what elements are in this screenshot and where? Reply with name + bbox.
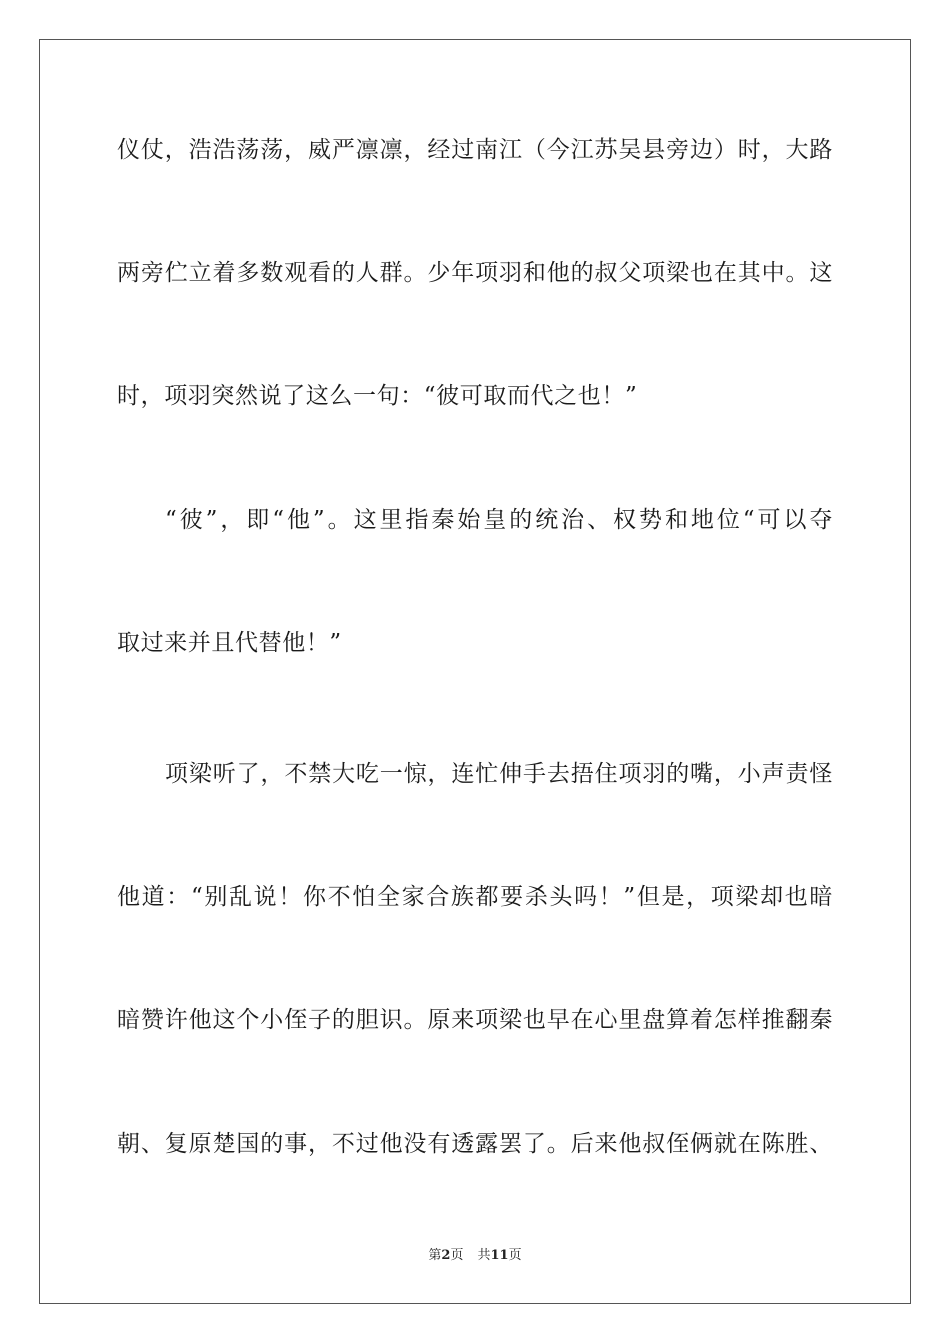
- text-line: 项梁听了，不禁大吃一惊，连忙伸手去捂住项羽的嘴，小声责怪: [165, 761, 833, 787]
- text-line: 两旁伫立着多数观看的人群。少年项羽和他的叔父项梁也在其中。这: [117, 260, 833, 286]
- text-line: 时，项羽突然说了这么一句：“彼可取而代之也！”: [117, 383, 638, 409]
- page-number: 2: [441, 1248, 451, 1263]
- page-suffix: 页: [450, 1248, 464, 1263]
- text-line: “彼”，即“他”。这里指秦始皇的统治、权势和地位“可以夺: [165, 507, 833, 533]
- page-prefix: 第: [428, 1248, 442, 1263]
- text-line: 朝、复原楚国的事，不过他没有透露罢了。后来他叔侄俩就在陈胜、: [117, 1131, 833, 1157]
- total-suffix: 页: [508, 1248, 522, 1263]
- text-line: 取过来并且代替他！”: [117, 630, 342, 656]
- total-prefix: 共: [477, 1248, 491, 1263]
- page-border: [39, 39, 911, 1304]
- text-line: 暗赞许他这个小侄子的胆识。原来项梁也早在心里盘算着怎样推翻秦: [117, 1007, 833, 1033]
- total-pages: 11: [490, 1248, 509, 1263]
- page-footer: [0, 1247, 950, 1265]
- text-line: 他道：“别乱说！你不怕全家合族都要杀头吗！”但是，项梁却也暗: [117, 884, 833, 910]
- text-line: 仪仗，浩浩荡荡，威严凛凛，经过南江（今江苏吴县旁边）时，大路: [117, 137, 833, 163]
